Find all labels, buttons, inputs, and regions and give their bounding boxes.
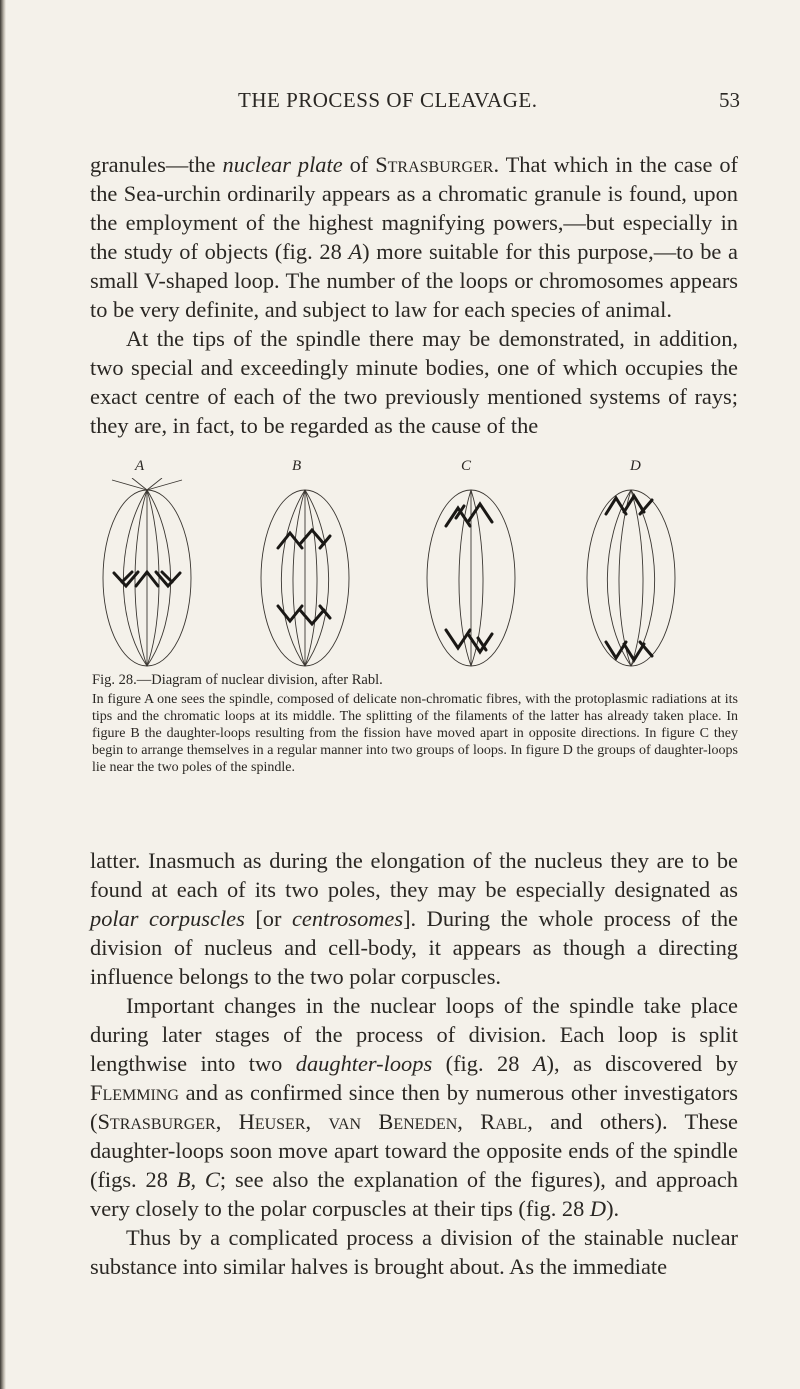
paragraph-3: [90, 846, 738, 991]
para1-text: . That which in the case of the Sea-urchin ordinarily appears as a chromatic granule is found, upon the employment of the highest magnifying powers,—but especially in the study of objects (fig. 28: [90, 152, 738, 264]
text-block-bottom: [90, 846, 738, 1281]
spindle-figure-d: [576, 478, 686, 678]
paragraph-2: At the tips of the spindle there may be demonstrated, in addition, two special and exceedingly minute bodies, one of which occupies the exact centre of each of the two previously mentioned systems of rays; they are, in fact, to be regarded as the cause of the: [90, 326, 738, 438]
text-block-top: [90, 150, 738, 440]
term-centrosomes: centrosomes: [291, 906, 404, 931]
figure-ref: A: [348, 239, 363, 264]
author-strasburger: Strasburger: [375, 152, 494, 177]
paragraph-4: [90, 991, 738, 1223]
para4-text: ).: [606, 1196, 620, 1221]
para4-text: ; see also the explanation of the figures), and approach very closely to the polar corpuscles at their tips (fig. 28: [90, 1167, 739, 1221]
term-polar-corpuscles: polar corpuscles: [90, 906, 245, 931]
spindle-figure-a: [92, 478, 202, 678]
figure-ref: A: [532, 1051, 547, 1076]
caption-body: In figure A one sees the spindle, composed of delicate non-chromatic fibres, with the protoplasmic radiations at its tips and the chromatic loops at its middle. The splitting of the filaments of the latter has already taken place. In figure B the daughter-loops resulting from the fission have moved apart in opposite directions. In figure C they begin to arrange themselves in a regular manner into two groups of loops. In figure D the groups of daughter-loops lie near the two poles of the spindle.: [92, 692, 738, 775]
para3-text: latter. Inasmuch as during the elongation of the nucleus they are to be found at each of its two poles, they may be especially designated as: [90, 848, 738, 902]
para1-text: of: [342, 152, 376, 177]
page-number: 53: [719, 88, 740, 112]
caption-title: Fig. 28.—Diagram of nuclear division, after Rabl.: [92, 672, 383, 688]
figure-caption: [92, 672, 738, 776]
para1-text: ) more suitable for this purpose,—to be a small V-shaped loop. The number of the loops or chromosomes appears to be very definite, and subject to law for each species of animal.: [90, 239, 738, 322]
para4-text: (fig. 28: [432, 1051, 533, 1076]
figure-label-c: C: [461, 458, 472, 474]
para4-text: , and others). These daughter-loops soon move apart toward the opposite ends of the spindle (figs. 28: [90, 1109, 738, 1192]
page-binding-shadow: [0, 0, 6, 1389]
figure-28: [92, 458, 742, 668]
figure-label-a: A: [135, 458, 145, 474]
para4-text: Important changes in the nuclear loops of the spindle take place during later stages of the process of division. Each loop is split lengthwise into two: [90, 993, 738, 1076]
term-daughter-loops: daughter-loops: [295, 1051, 433, 1076]
para4-text: ), as discovered by: [546, 1051, 738, 1076]
term-nuclear-plate: nuclear plate: [222, 152, 343, 177]
para4-text: and as confirmed since then by numerous other investigators (: [90, 1080, 738, 1134]
figure-ref: D: [589, 1196, 607, 1221]
figure-label-b: B: [292, 458, 302, 474]
para1-text: granules—the: [90, 152, 223, 177]
page-header: [0, 88, 800, 118]
spindle-figure-c: [416, 478, 526, 678]
running-head: THE PROCESS OF CLEAVAGE.: [238, 88, 538, 112]
figure-label-d: D: [630, 458, 641, 474]
author-flemming: Flemming: [90, 1080, 179, 1105]
author-list: Strasburger, Heuser, van Beneden, Rabl: [97, 1109, 528, 1134]
paragraph-1: [90, 150, 738, 324]
para3-text: ]. During the whole process of the division of nucleus and cell-body, it appears as though a directing influence belongs to the two polar corpuscles.: [90, 906, 738, 989]
para3-text: [or: [244, 906, 292, 931]
spindle-figure-b: [250, 478, 360, 678]
figure-ref: B, C: [176, 1167, 220, 1192]
paragraph-5: Thus by a complicated process a division of the stainable nuclear substance into similar halves is brought about. As the immediate: [90, 1225, 738, 1279]
